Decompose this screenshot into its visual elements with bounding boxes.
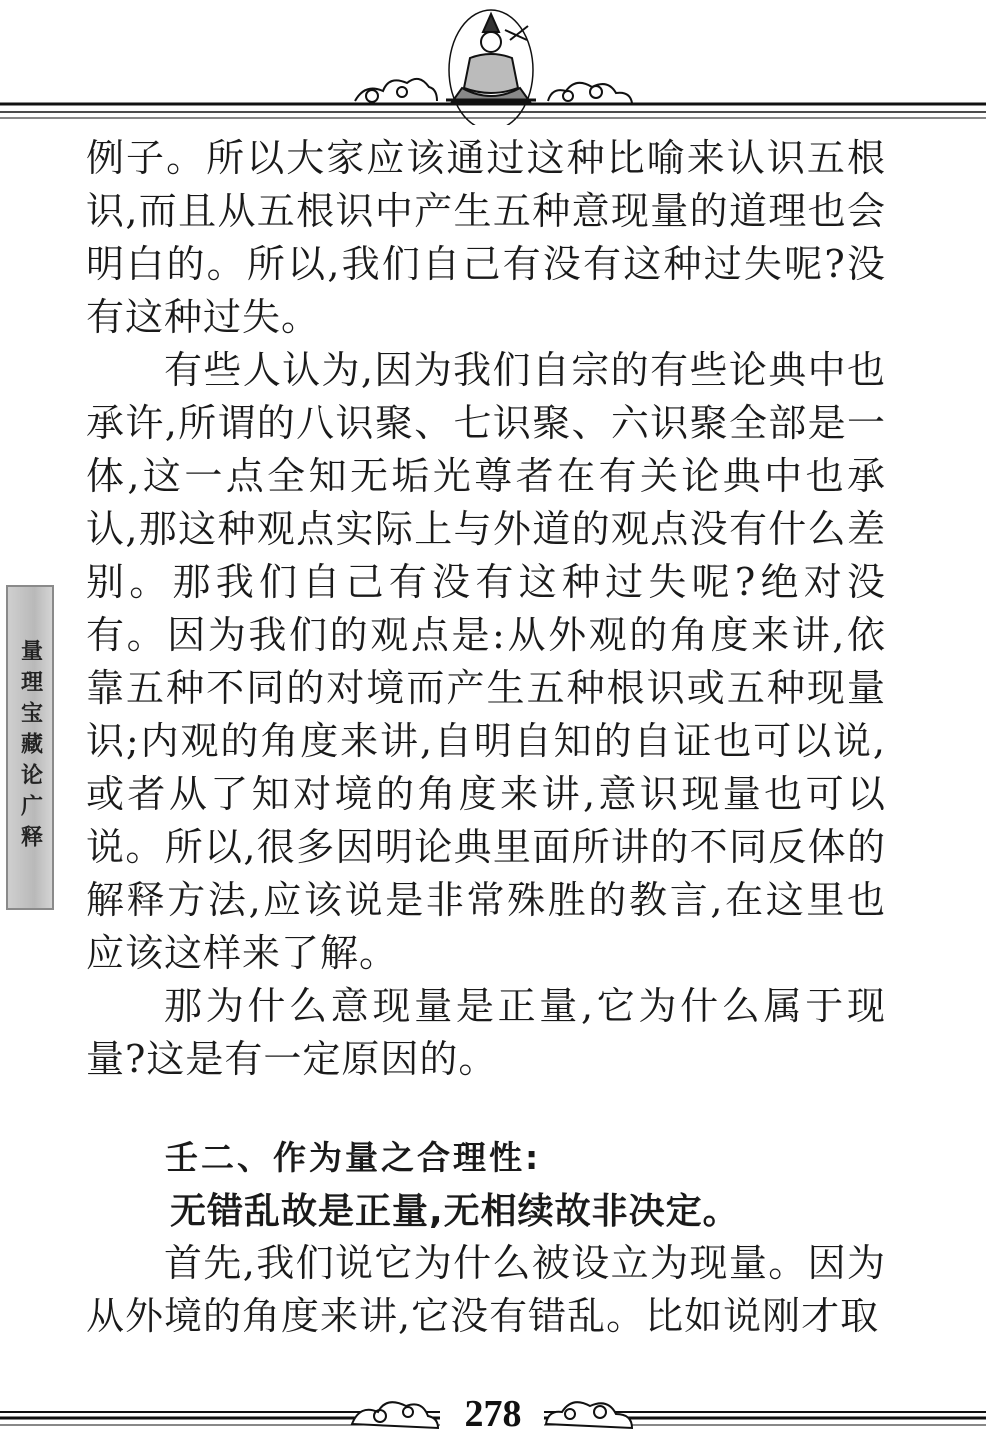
cloud-right-icon	[548, 83, 632, 103]
section-heading: 壬二、作为量之合理性:	[165, 1138, 542, 1177]
paragraph-1: 例子。所以大家应该通过这种比喻来认识五根识,而且从五根识中产生五种意现量的道理也会明白的。所以,我们自己有没有这种过失呢?没有这种过失。	[86, 136, 886, 339]
deity-figure-icon	[446, 10, 536, 125]
body-text	[86, 132, 886, 1086]
cloud-left-icon	[355, 79, 437, 102]
page-number: 278	[464, 1393, 522, 1435]
paragraph-4: 首先,我们说它为什么被设立为现量。因为从外境的角度来讲,它没有错乱。比如说刚才取	[86, 1241, 886, 1338]
body-text-bottom	[86, 1237, 886, 1343]
paragraph-3: 那为什么意现量是正量,它为什么属于现量?这是有一定原因的。	[86, 984, 886, 1081]
verse-heading: 无错乱故是正量,无相续故非决定。	[170, 1191, 740, 1232]
side-tab-book-title	[6, 585, 54, 910]
side-tab-label: 量理宝藏论广释	[17, 639, 43, 856]
paragraph-2: 有些人认为,因为我们自宗的有些论典中也承许,所谓的八识聚、七识聚、六识聚全部是一体,这一点全知无垢光尊者在有关论典中也承认,那这种观点实际上与外道的观点没有什么差别。那我们自己有没有这种过失呢?绝对没有。因为我们的观点是:从外观的角度来讲,依靠五种不同的对境而产生五种根识或五种现量识;内观的角度来讲,自明自知的自证也可以说,或者从了知对境的角度来讲,意识现量也可以说。所以,很多因明论典里面所讲的不同反体的解释方法,应该说是非常殊胜的教言,在这里也应该这样来了解。	[86, 348, 886, 975]
page-header	[0, 0, 986, 125]
header-ornament	[0, 0, 986, 125]
